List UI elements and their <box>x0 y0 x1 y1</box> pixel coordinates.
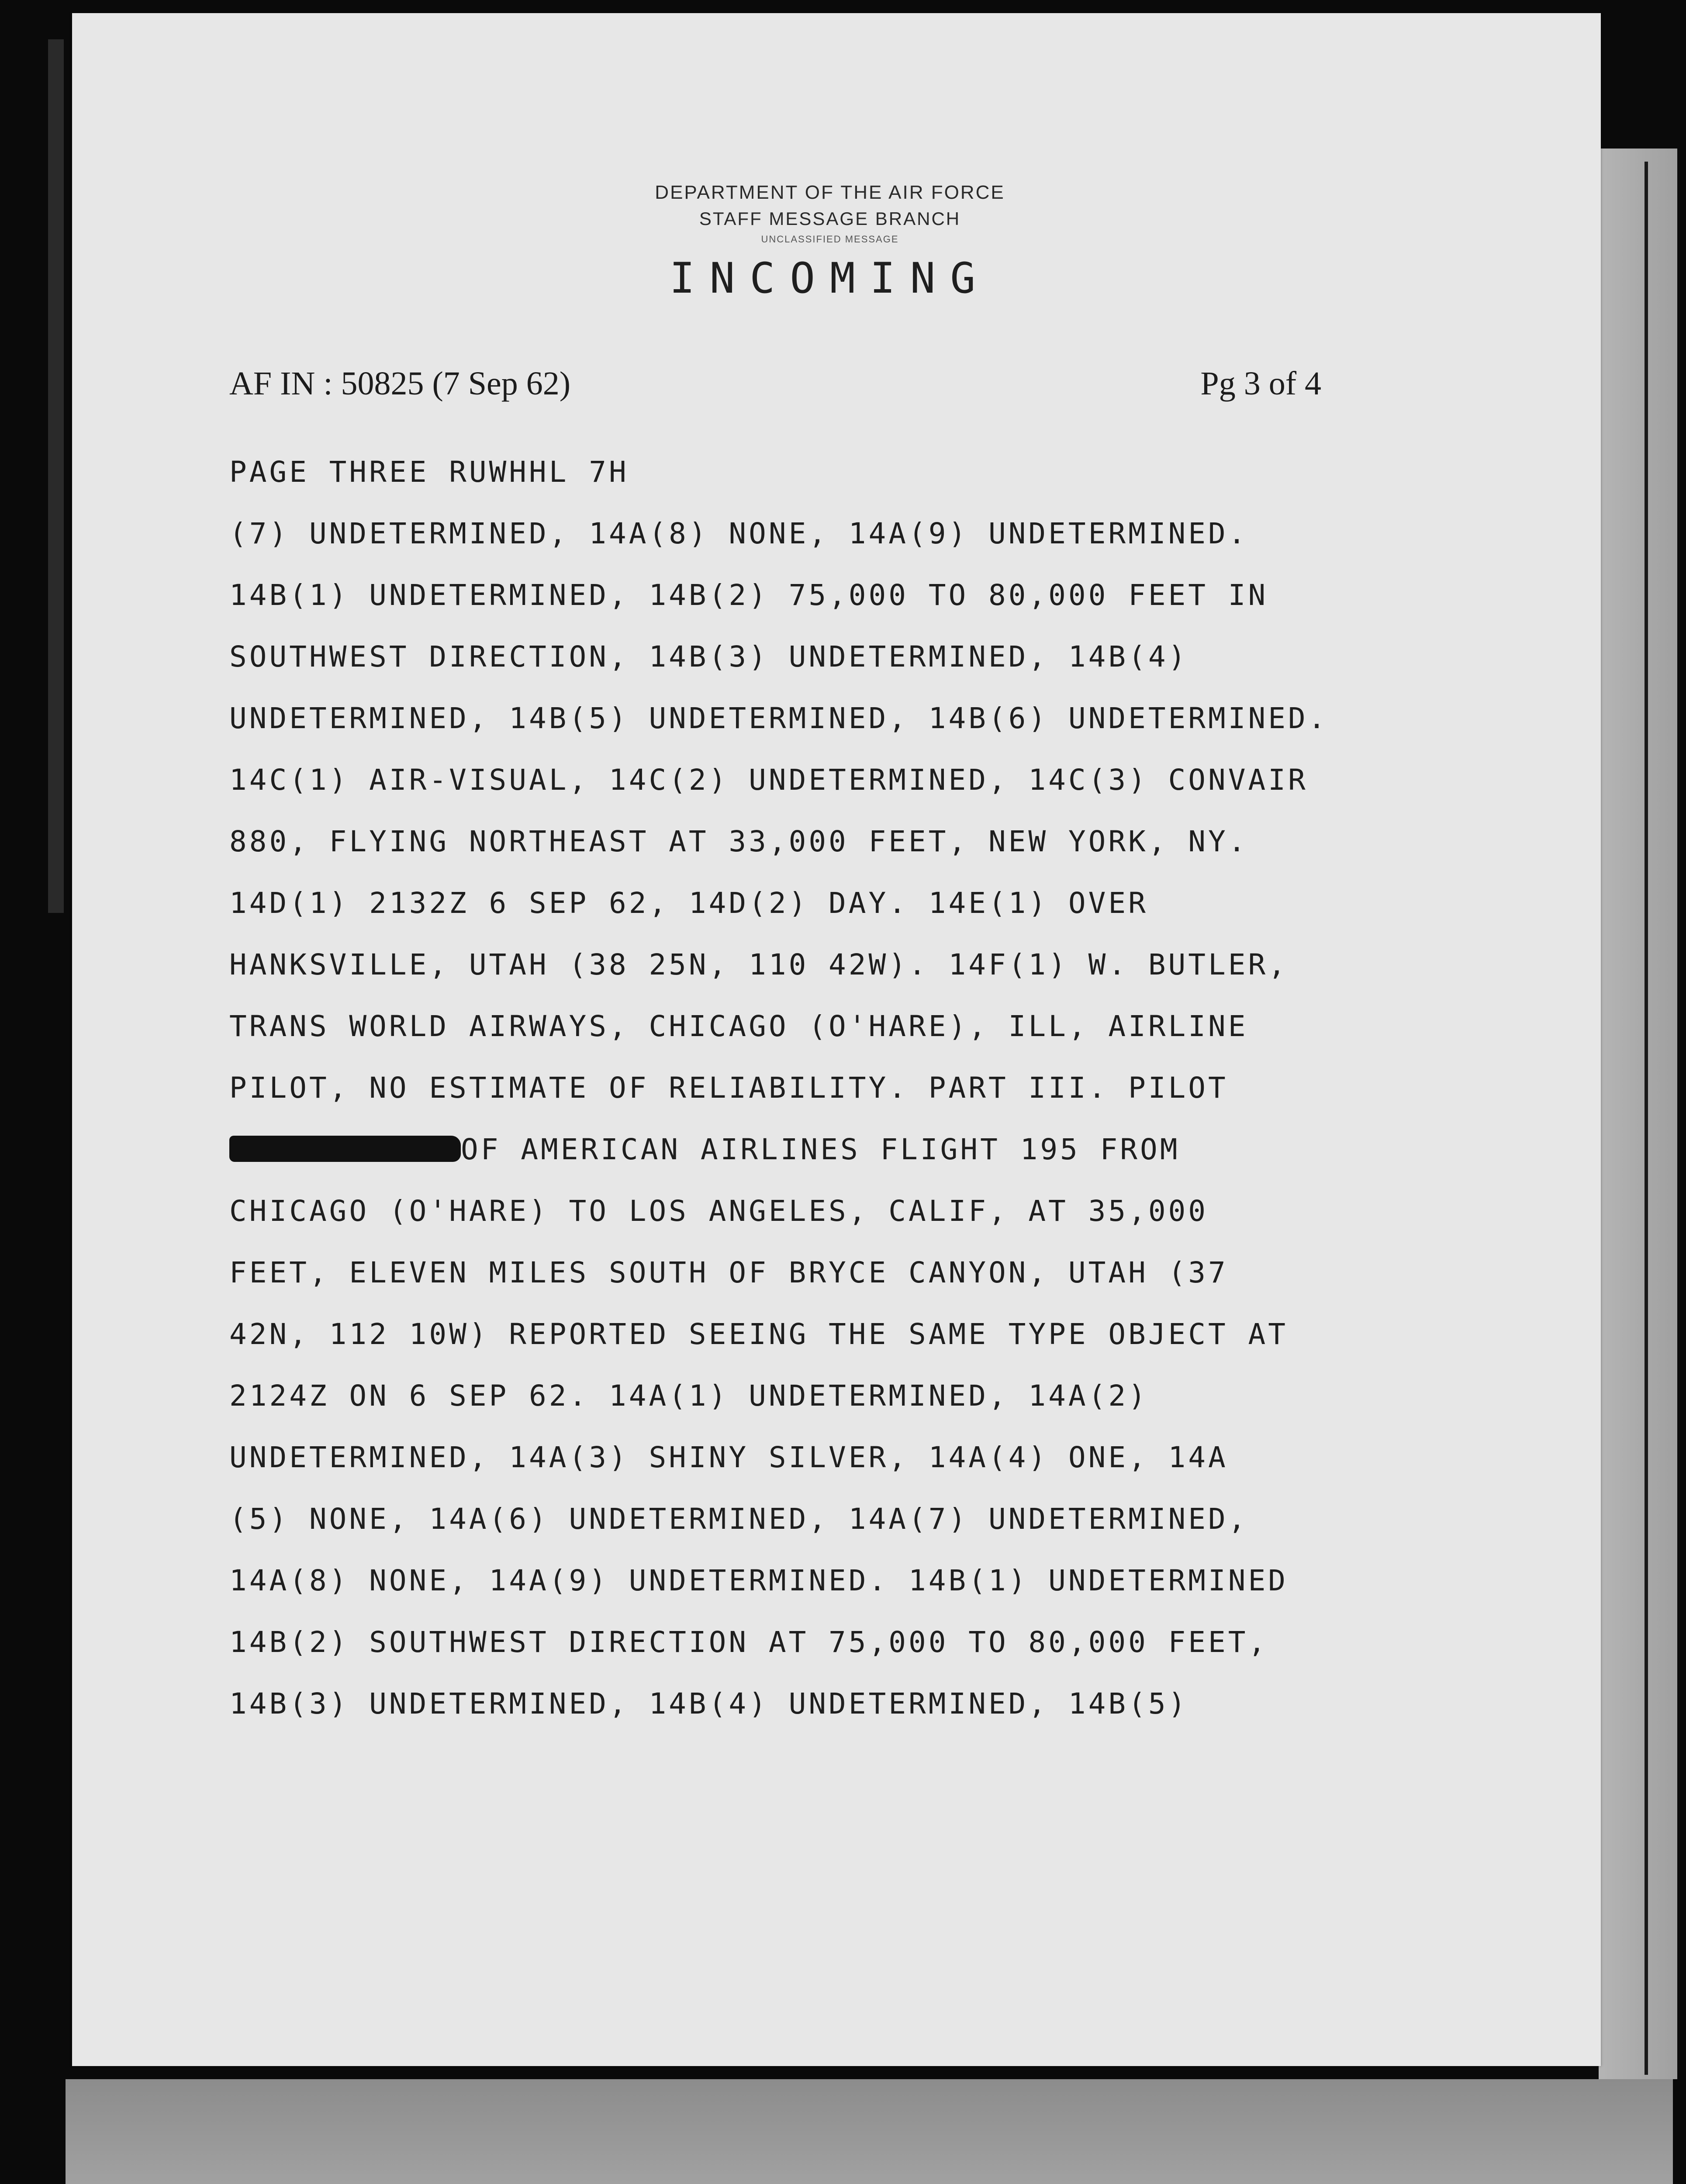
backing-board <box>66 2079 1673 2184</box>
body-line: (7) UNDETERMINED, 14A(8) NONE, 14A(9) UNDETERMINED. <box>229 517 1248 550</box>
body-line: 14A(8) NONE, 14A(9) UNDETERMINED. 14B(1) UNDETERMINED <box>229 1564 1288 1597</box>
branch-heading: STAFF MESSAGE BRANCH <box>699 208 961 229</box>
body-line: 880, FLYING NORTHEAST AT 33,000 FEET, NEW YORK, NY. <box>229 825 1248 858</box>
body-line-redacted <box>229 1119 1548 1180</box>
body-line: 14C(1) AIR-VISUAL, 14C(2) UNDETERMINED, 14C(3) CONVAIR <box>229 763 1308 797</box>
message-header <box>480 179 1179 307</box>
department-heading: DEPARTMENT OF THE AIR FORCE <box>655 182 1005 203</box>
body-line: (5) NONE, 14A(6) UNDETERMINED, 14A(7) UNDETERMINED, <box>229 1502 1248 1536</box>
classification-heading: UNCLASSIFIED MESSAGE <box>761 234 899 245</box>
message-type-heading: INCOMING <box>669 254 991 303</box>
body-line: 14B(2) SOUTHWEST DIRECTION AT 75,000 TO 80,000 FEET, <box>229 1625 1268 1659</box>
body-line: SOUTHWEST DIRECTION, 14B(3) UNDETERMINED, 14B(4) <box>229 640 1188 674</box>
film-edge <box>48 39 64 913</box>
paper-edge-line <box>1645 162 1648 2075</box>
message-body <box>229 441 1548 1735</box>
body-line: 14B(1) UNDETERMINED, 14B(2) 75,000 TO 80,000 FEET IN <box>229 578 1268 612</box>
body-line: PILOT, NO ESTIMATE OF RELIABILITY. PART III. PILOT <box>229 1071 1228 1105</box>
redaction-mark <box>229 1136 461 1162</box>
body-line: CHICAGO (O'HARE) TO LOS ANGELES, CALIF, AT 35,000 <box>229 1194 1209 1228</box>
body-line: 2124Z ON 6 SEP 62. 14A(1) UNDETERMINED, 14A(2) <box>229 1379 1148 1413</box>
message-meta <box>229 365 1321 413</box>
body-line: PAGE THREE RUWHHL 7H <box>229 455 629 489</box>
body-line: HANKSVILLE, UTAH (38 25N, 110 42W). 14F(1) W. BUTLER, <box>229 948 1288 981</box>
body-line: 14B(3) UNDETERMINED, 14B(4) UNDETERMINED, 14B(5) <box>229 1687 1188 1721</box>
af-in-number: AF IN : 50825 (7 Sep 62) <box>229 365 571 402</box>
body-line: TRANS WORLD AIRWAYS, CHICAGO (O'HARE), ILL, AIRLINE <box>229 1009 1248 1043</box>
body-line: UNDETERMINED, 14B(5) UNDETERMINED, 14B(6) UNDETERMINED. <box>229 702 1328 735</box>
backing-board-right <box>1599 149 1677 2079</box>
body-line: 42N, 112 10W) REPORTED SEEING THE SAME TYPE OBJECT AT <box>229 1317 1288 1351</box>
body-line: UNDETERMINED, 14A(3) SHINY SILVER, 14A(4) ONE, 14A <box>229 1441 1228 1474</box>
body-line: FEET, ELEVEN MILES SOUTH OF BRYCE CANYON, UTAH (37 <box>229 1256 1228 1289</box>
body-line: 14D(1) 2132Z 6 SEP 62, 14D(2) DAY. 14E(1) OVER <box>229 886 1148 920</box>
page-number: Pg 3 of 4 <box>1200 365 1321 402</box>
body-line-text: OF AMERICAN AIRLINES FLIGHT 195 FROM <box>461 1133 1180 1166</box>
